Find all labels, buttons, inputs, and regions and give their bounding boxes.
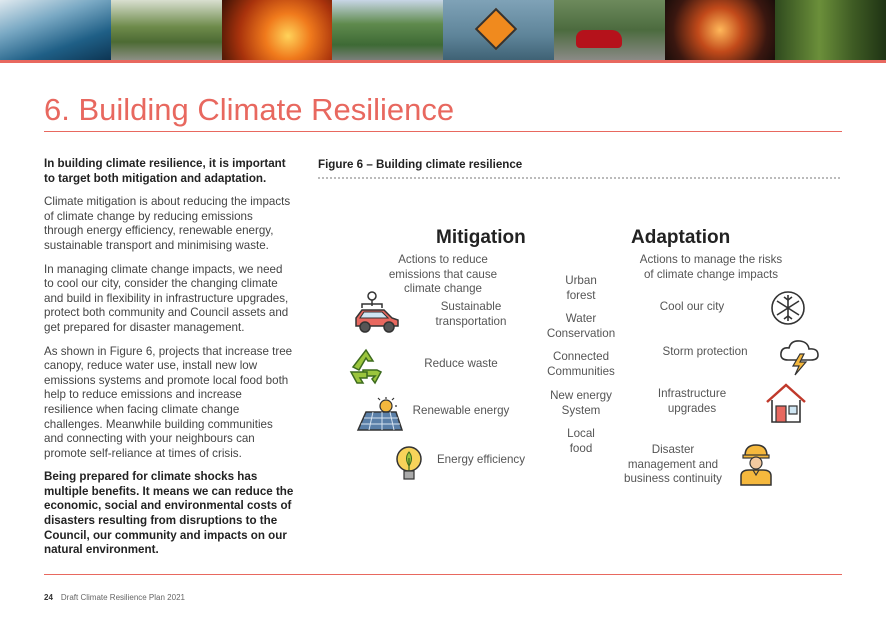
shared-item-local-food: Local food — [567, 427, 595, 455]
shared-item-urban-forest: Urban forest — [565, 274, 597, 302]
intro-paragraph: In building climate resilience, it is important to target both mitigation and adaptation. — [44, 157, 286, 185]
flood-sign-photo — [443, 0, 554, 60]
mitigation-paragraph: Climate mitigation is about reducing the impacts of climate change by reducing emissions through energy efficiency, renewable energy, sustainable transport and minimising waste. — [44, 195, 291, 252]
adaptation-subtitle: Actions to manage the risks of climate change impacts — [639, 253, 783, 281]
adaptation-heading: Adaptation — [631, 227, 731, 248]
banner-accent-line — [0, 60, 886, 63]
outro-paragraph: Being prepared for climate shocks has multiple benefits. It means we can reduce the economic, social and environmental costs of disasters resulting from disruptions to the Council, our community and impacts on our natural environment. — [44, 470, 294, 557]
bushfire-photo — [222, 0, 333, 60]
mitigation-heading: Mitigation — [436, 227, 526, 248]
forest-photo — [775, 0, 886, 60]
left-column-text — [44, 157, 294, 567]
footer-divider — [44, 574, 842, 575]
adaptation-item-storm: Storm protection — [662, 345, 748, 358]
snowflake-icon — [770, 290, 806, 326]
green-building-photo — [332, 0, 443, 60]
shared-item-new-energy: New energy System — [550, 389, 612, 417]
storm-damage-car-photo — [554, 0, 665, 60]
electric-car-icon — [352, 290, 402, 336]
house-photo — [111, 0, 222, 60]
lightning-photo — [665, 0, 776, 60]
shared-item-water: Water Conservation — [546, 312, 616, 340]
solar-panel-icon — [356, 396, 404, 434]
mitigation-item-efficiency: Energy efficiency — [436, 453, 526, 466]
red-car-shape — [576, 30, 622, 48]
recycle-icon — [345, 346, 387, 386]
adaptation-paragraph: In managing climate change impacts, we need to cool our city, consider the changing climate and build in flexibility in infrastructure upgrades, protect both community and Council assets and get prepared for disaster management. — [44, 262, 289, 334]
house-icon — [764, 382, 808, 424]
storm-cloud-icon — [778, 336, 822, 376]
mitigation-item-transport: Sustainable transportation — [435, 300, 507, 328]
document-title: Draft Climate Resilience Plan 2021 — [60, 593, 185, 602]
adaptation-item-infrastructure: Infrastructure upgrades — [657, 387, 727, 415]
page-footer — [44, 593, 185, 602]
adaptation-item-cool-city: Cool our city — [659, 300, 725, 313]
banner-photo-strip — [0, 0, 886, 60]
warning-sign-icon — [475, 8, 517, 50]
figure-dotted-divider — [318, 177, 840, 179]
shared-item-communities: Connected Communities — [547, 350, 615, 378]
figure-reference-paragraph: As shown in Figure 6, projects that increase tree canopy, reduce water use, install new low emissions systems and promote local food both help to reduce emissions and increase resilience when facing climate change challenges. Meanwhile building communities and connecting with your neighbours can promote self-reliance at times of crisis. — [44, 344, 293, 460]
mitigation-item-renewable: Renewable energy — [412, 404, 510, 417]
title-divider — [44, 131, 842, 132]
mitigation-subtitle: Actions to reduce emissions that cause climate change — [388, 253, 498, 296]
mitigation-item-waste: Reduce waste — [424, 357, 498, 370]
light-bulb-icon — [394, 444, 424, 484]
wave-photo — [0, 0, 111, 60]
page-title: 6. Building Climate Resilience — [44, 92, 455, 127]
emergency-worker-icon — [737, 442, 775, 486]
figure-title: Figure 6 – Building climate resilience — [318, 158, 523, 171]
page-number: 24 — [44, 593, 53, 602]
adaptation-item-disaster: Disaster management and business continuity — [624, 443, 722, 486]
